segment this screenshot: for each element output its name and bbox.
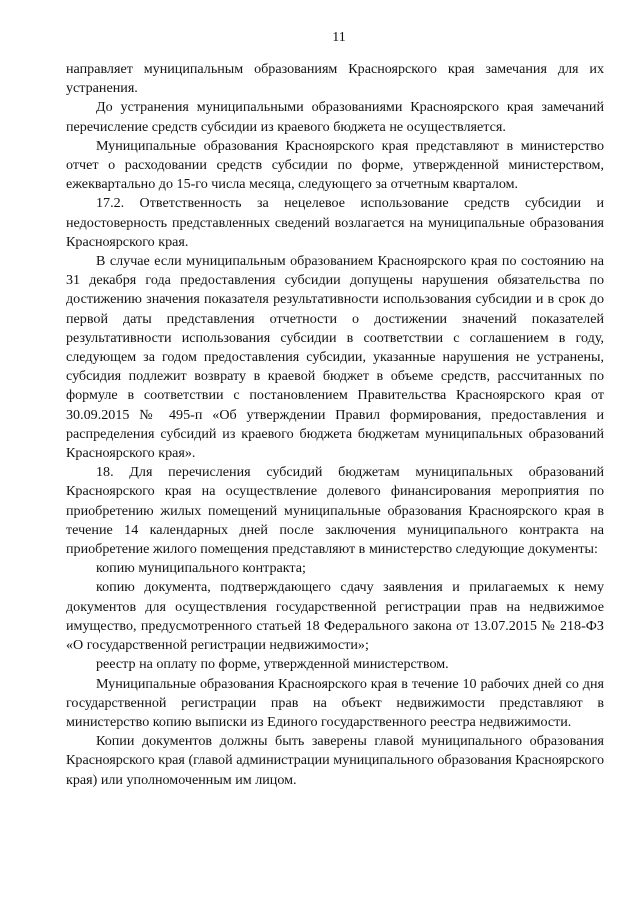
paragraph-registry-extract: Муниципальные образования Красноярского края в течение 10 рабочих дней со дня государственной регистрации прав на объект недвижимости представляют в министерство копию выписки из Единого государственного реестра недвижимости.: [66, 675, 604, 730]
paragraph-subsidy-return: В случае если муниципальным образованием Красноярского края по состоянию на 31 декабря года предоставления субсидии допущены нарушения обязательства по достижению значения показателя результативности использования субсидии и в срок до первой даты представления отчетности о достижении значений показателей результативности использования субсидии в соответствии с соглашением в году, следующем за годом предоставления субсидии, указанные нарушения не устранены, субсидия подлежит возврату в краевой бюджет в объеме средств, рассчитанных по формуле в соответствии с постановлением Правительства Красноярского края от 30.09.2015 № 495-п «Об утверждении Правил формирования, предоставления и распределения субсидий из краевого бюджета бюджетам муниципальных образований Красноярского края».: [66, 253, 604, 462]
paragraph-18-documents: 18. Для перечисления субсидий бюджетам муниципальных образований Красноярского края на осуществление долевого финансирования мероприятия по приобретению жилых помещений муниципальные образования Красноярского края в течение 14 календарных дней после заключения муниципального контракта на приобретение жилого помещения представляют в министерство следующие документы:: [66, 464, 604, 558]
list-item-registration-document: копию документа, подтверждающего сдачу заявления и прилагаемых к нему документов для осуществления государственной регистрации прав на недвижимое имущество, предусмотренного статьей 18 Федерального закона от 13.07.2015 № 218-ФЗ «О государственной регистрации недвижимости»;: [66, 579, 604, 654]
page-number: 11: [332, 30, 346, 45]
list-item-contract-copy: копию муниципального контракта;: [96, 560, 306, 577]
paragraph-transfer-suspension: До устранения муниципальными образованиями Красноярского края замечаний перечисление средств субсидии из краевого бюджета не осуществляется.: [66, 99, 604, 135]
paragraph-remarks-continuation: направляет муниципальным образованиям Красноярского края замечания для их устранения.: [66, 61, 604, 97]
paragraph-certification: Копии документов должны быть заверены главой муниципального образования Красноярского края (главой администрации муниципального образования Красноярского края) или уполномоченным им лицом.: [66, 733, 604, 788]
list-item-payment-register: реестр на оплату по форме, утвержденной министерством.: [96, 656, 449, 673]
paragraph-quarterly-report: Муниципальные образования Красноярского края представляют в министерство отчет о расходовании средств субсидии по форме, утвержденной министерством, ежеквартально до 15-го числа месяца, следующего за отчетным кварталом.: [66, 137, 604, 193]
paragraph-17-2-responsibility: 17.2. Ответственность за нецелевое использование средств субсидии и недостоверность представленных сведений возлагается на муниципальные образования Красноярского края.: [66, 195, 604, 250]
